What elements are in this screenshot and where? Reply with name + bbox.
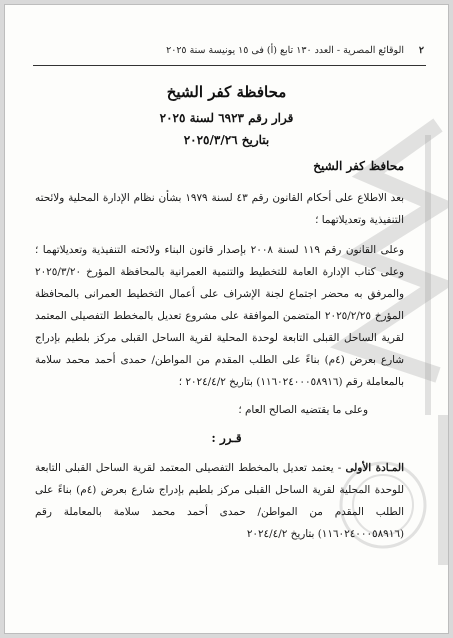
decree-date: بتاريخ ٢٠٢٥/٣/٢٦: [183, 133, 270, 147]
gazette-header: [35, 45, 424, 61]
document-page: [4, 4, 449, 634]
article-1-text: - يعتمد تعديل بالمخطط التفصيلى المعتمد لقرية الساحل القبلى التابعة للوحدة المحلية لقرية الساحل القبلى مركز بلطيم بإدراج شارع بعرض (٤م) بناءً على الطلب المقدم من المواطن/ حمدى أحمد محمد سلامة بالمعاملة رقم (١١٦٠٢٤٠٠٠٥٨٩١٦) بتاريخ ٢٠٢٤/٤/٢: [35, 462, 404, 540]
issuer-title: محافظ كفر الشيخ: [313, 159, 404, 173]
decided-heading: قـرر :: [211, 431, 242, 445]
article-1: [35, 457, 404, 545]
gazette-header-text: الوقائع المصرية - العدد ١٣٠ تابع (أ) فى ١٥ يونيسة سنة ٢٠٢٥: [166, 45, 404, 56]
decree-number: قرار رقم ٦٩٢٣ لسنة ٢٠٢٥: [159, 111, 294, 125]
article-1-label: المـادة الأولى: [345, 462, 404, 474]
preamble-law-119: وعلى القانون رقم ١١٩ لسنة ٢٠٠٨ بإصدار قانون البناء ولائحته التنفيذية وتعديلاتهما ؛ وعلى كتاب الإدارة العامة للتخطيط والتنمية العمرانية بالمحافظة المؤرخ ٢٠٢٥/٣/٢٠ والمرفق به محضر اجتماع لجنة الإشراف على أعمال التخطيط العمرانى بالمحافظة المؤرخ ٢٠٢٥/٢/٢٥ المتضمن الموافقة على مشروع تعديل بالمخطط التفصيلى المعتمد لقرية الساحل القبلى التابعة لوحدة المحلية لقرية الساحل القبلى مركز بلطيم بإدراج شارع بعرض (٤م) بناءً على الطلب المقدم من المواطن/ حمدى أحمد محمد سلامة بالمعاملة رقم (١١٦٠٢٤٠٠٠٥٨٩١٦) بتاريخ ٢٠٢٤/٤/٢ ؛: [35, 244, 405, 388]
preamble-public-interest: وعلى ما يقتضيه الصالح العام ؛: [238, 404, 368, 416]
header-divider: [33, 65, 426, 66]
governorate-title: محافظة كفر الشيخ: [166, 83, 287, 101]
page-number: ٢: [418, 45, 424, 56]
preamble-law-43: بعد الاطلاع على أحكام القانون رقم ٤٣ لسنة ١٩٧٩ بشأن نظام الإدارة المحلية ولائحته التنفيذية وتعديلاتهما ؛: [35, 192, 405, 226]
